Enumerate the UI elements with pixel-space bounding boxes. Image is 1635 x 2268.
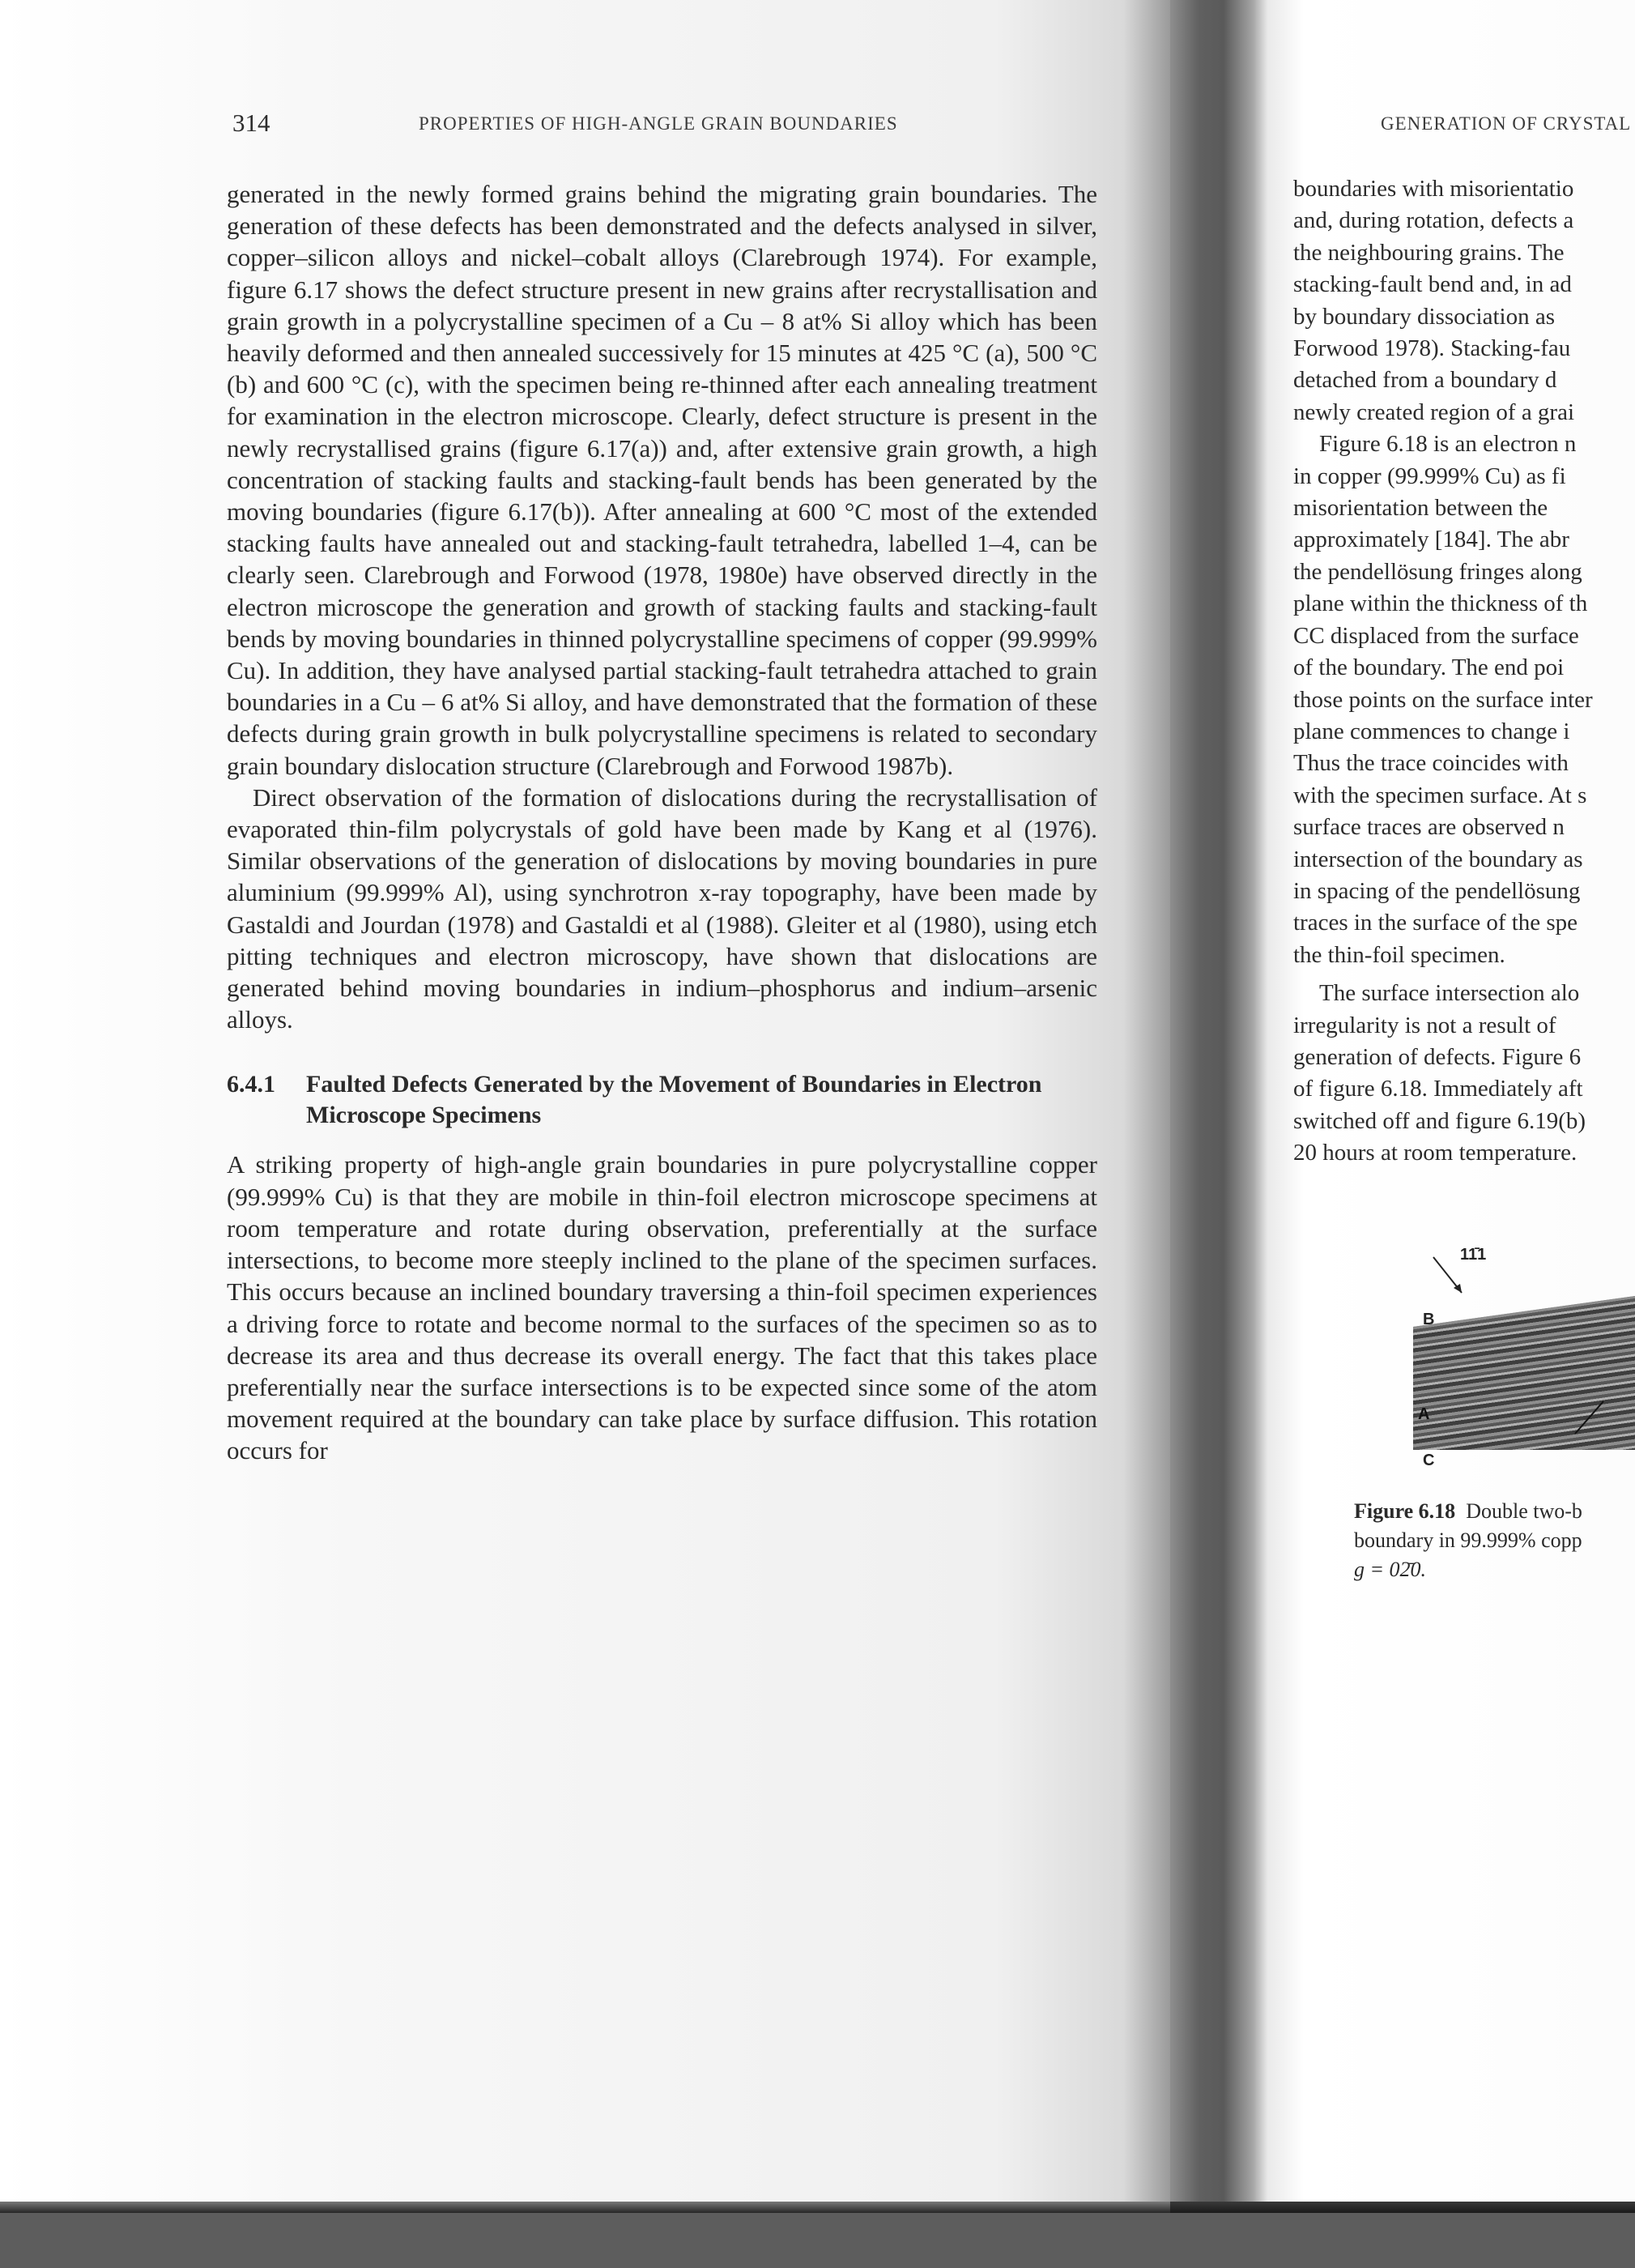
background-surface bbox=[0, 2213, 1635, 2268]
micrograph-marker bbox=[1413, 1239, 1635, 1498]
book-gutter bbox=[1170, 0, 1267, 2211]
text-line: misorientation between the bbox=[1293, 495, 1548, 522]
text-line: generation of defects. Figure 6 bbox=[1293, 1043, 1582, 1070]
text-line: of the boundary. The end poi bbox=[1293, 654, 1565, 681]
page-number: 314 bbox=[232, 109, 270, 137]
text-line: boundaries with misorientatio bbox=[1293, 176, 1574, 202]
text-line: in copper (99.999% Cu) as fi bbox=[1293, 463, 1566, 489]
text-line: with the specimen surface. At s bbox=[1293, 782, 1587, 808]
text-line: intersection of the boundary as bbox=[1293, 846, 1583, 872]
text-line: stacking-fault bend and, in ad bbox=[1293, 271, 1572, 298]
text-line: detached from a boundary d bbox=[1293, 367, 1557, 394]
text-line: plane commences to change i bbox=[1293, 718, 1570, 744]
text-line: those points on the surface inter bbox=[1293, 686, 1593, 713]
running-head-right: GENERATION OF CRYSTAL bbox=[1381, 113, 1632, 134]
text-line: Thus the trace coincides with bbox=[1293, 750, 1569, 777]
text-line: Forwood 1978). Stacking-fau bbox=[1293, 335, 1571, 362]
direction-label: 11̄1 bbox=[1460, 1246, 1487, 1264]
micrograph-label-a: A bbox=[1418, 1405, 1430, 1423]
text-line: the thin-foil specimen. bbox=[1293, 941, 1505, 968]
text-line: the pendellösung fringes along bbox=[1293, 558, 1582, 585]
text-line: CC displaced from the surface bbox=[1293, 622, 1579, 649]
text-line: irregularity is not a result of bbox=[1293, 1012, 1556, 1038]
caption-line-2: boundary in 99.999% copp bbox=[1354, 1528, 1582, 1552]
text-line: surface traces are observed n bbox=[1293, 814, 1565, 841]
micrograph-label-b: B bbox=[1423, 1311, 1435, 1328]
right-page-body bbox=[1293, 173, 1635, 1170]
caption-line-3: g = 02̄0. bbox=[1354, 1558, 1427, 1581]
text-line: 20 hours at room temperature. bbox=[1293, 1140, 1578, 1166]
text-line: and, during rotation, defects a bbox=[1293, 207, 1574, 234]
paragraph-1: generated in the newly formed grains behind the migrating grain boundaries. The generation of these defects has been demonstrated and the defects analysed in silver, copper–silicon alloys and nickel–cobalt alloys (Clarebrough 1974). For example, figure 6.17 shows the defect structure present in new grains after recrystallisation and grain growth in a polycrystalline specimen of a Cu – 8 at% Si alloy which has been heavily deformed and then annealed successively for 15 minutes at 425 °C (a), 500 °C (b) and 600 °C (c), with the specimen being re-thinned after each annealing treatment for examination in the electron microscope. Clearly, defect structure is present in the newly recrystallised grains (figure 6.17(a)) and, after extensive grain growth, a high concentration of stacking faults and stacking-fault bends has been generated by the moving boundaries (figure 6.17(b)). After annealing at 600 °C most of the extended stacking faults have annealed out and stacking-fault tetrahedra, labelled 1–4, can be clearly seen. Clarebrough and Forwood (1978, 1980e) have observed directly in the electron microscope the generation and growth of stacking faults and stacking-fault bends by moving boundaries in thinned polycrystalline specimens of copper (99.999% Cu). In addition, they have analysed partial stacking-fault tetrahedra attached to grain boundaries in a Cu – 6 at% Si alloy, and have demonstrated that the formation of these defects during grain growth in bulk polycrystalline specimens is related to secondary grain boundary dislocation structure (Clarebrough and Forwood 1987b). bbox=[227, 180, 1097, 780]
text-line: approximately [184]. The abr bbox=[1293, 526, 1569, 553]
text-line: the neighbouring grains. The bbox=[1293, 239, 1565, 266]
text-line: plane within the thickness of th bbox=[1293, 590, 1588, 617]
micrograph-label-c: C bbox=[1423, 1452, 1435, 1469]
text-line: The surface intersection alo bbox=[1319, 980, 1580, 1007]
figure-caption bbox=[1354, 1497, 1635, 1584]
section-title: Faulted Defects Generated by the Movement of Boundaries in Electron Microscope Specimens bbox=[306, 1071, 1042, 1129]
caption-label: Figure 6.18 bbox=[1354, 1499, 1456, 1523]
caption-text: Double two-b bbox=[1466, 1499, 1582, 1523]
running-head-left: PROPERTIES OF HIGH-ANGLE GRAIN BOUNDARIES bbox=[419, 113, 898, 134]
section-number: 6.4.1 bbox=[227, 1071, 275, 1098]
right-page-bottom-edge bbox=[1170, 2202, 1635, 2213]
section-paragraph: A striking property of high-angle grain boundaries in pure polycrystalline copper (99.999% Cu) is that they are mobile in thin-foil electron microscope specimens at room temperature and rotate during observation, preferentially at the surface intersections, to become more steeply inclined to the plane of the specimen surfaces. This occurs because an inclined boundary traversing a thin-foil specimen experiences a driving force to rotate and become normal to the surfaces of the specimen so as to decrease its area and thus decrease its overall energy. The fact that this takes place preferentially near the surface intersections is to be expected since some of the atom movement required at the boundary can take place by surface diffusion. This rotation occurs for bbox=[227, 1150, 1097, 1465]
section-heading bbox=[227, 1069, 1097, 1131]
text-line: newly created region of a grai bbox=[1293, 399, 1575, 425]
page-bottom-edge bbox=[0, 2202, 1267, 2213]
text-line: of figure 6.18. Immediately aft bbox=[1293, 1076, 1583, 1102]
text-line: by boundary dissociation as bbox=[1293, 303, 1555, 330]
left-page-body bbox=[227, 178, 1097, 1467]
text-line: traces in the surface of the spe bbox=[1293, 910, 1578, 936]
paragraph-2: Direct observation of the formation of dislocations during the recrystallisation of evaporated thin-film polycrystals of gold have been made by Kang et al (1976). Similar observations of the generation of dislocations by moving boundaries in pure aluminium (99.999% Al), using synchrotron x-ray topography, have been made by Gastaldi and Jourdan (1978) and Gastaldi et al (1988). Gleiter et al (1980), using etch pitting techniques and electron microscopy, have shown that dislocations are generated behind moving boundaries in indium–phosphorus and indium–arsenic alloys. bbox=[227, 782, 1097, 1034]
figure-6-18 bbox=[1413, 1239, 1635, 1498]
text-line: switched off and figure 6.19(b) bbox=[1293, 1107, 1586, 1134]
text-line: in spacing of the pendellösung bbox=[1293, 877, 1581, 904]
text-line: Figure 6.18 is an electron n bbox=[1319, 431, 1577, 458]
